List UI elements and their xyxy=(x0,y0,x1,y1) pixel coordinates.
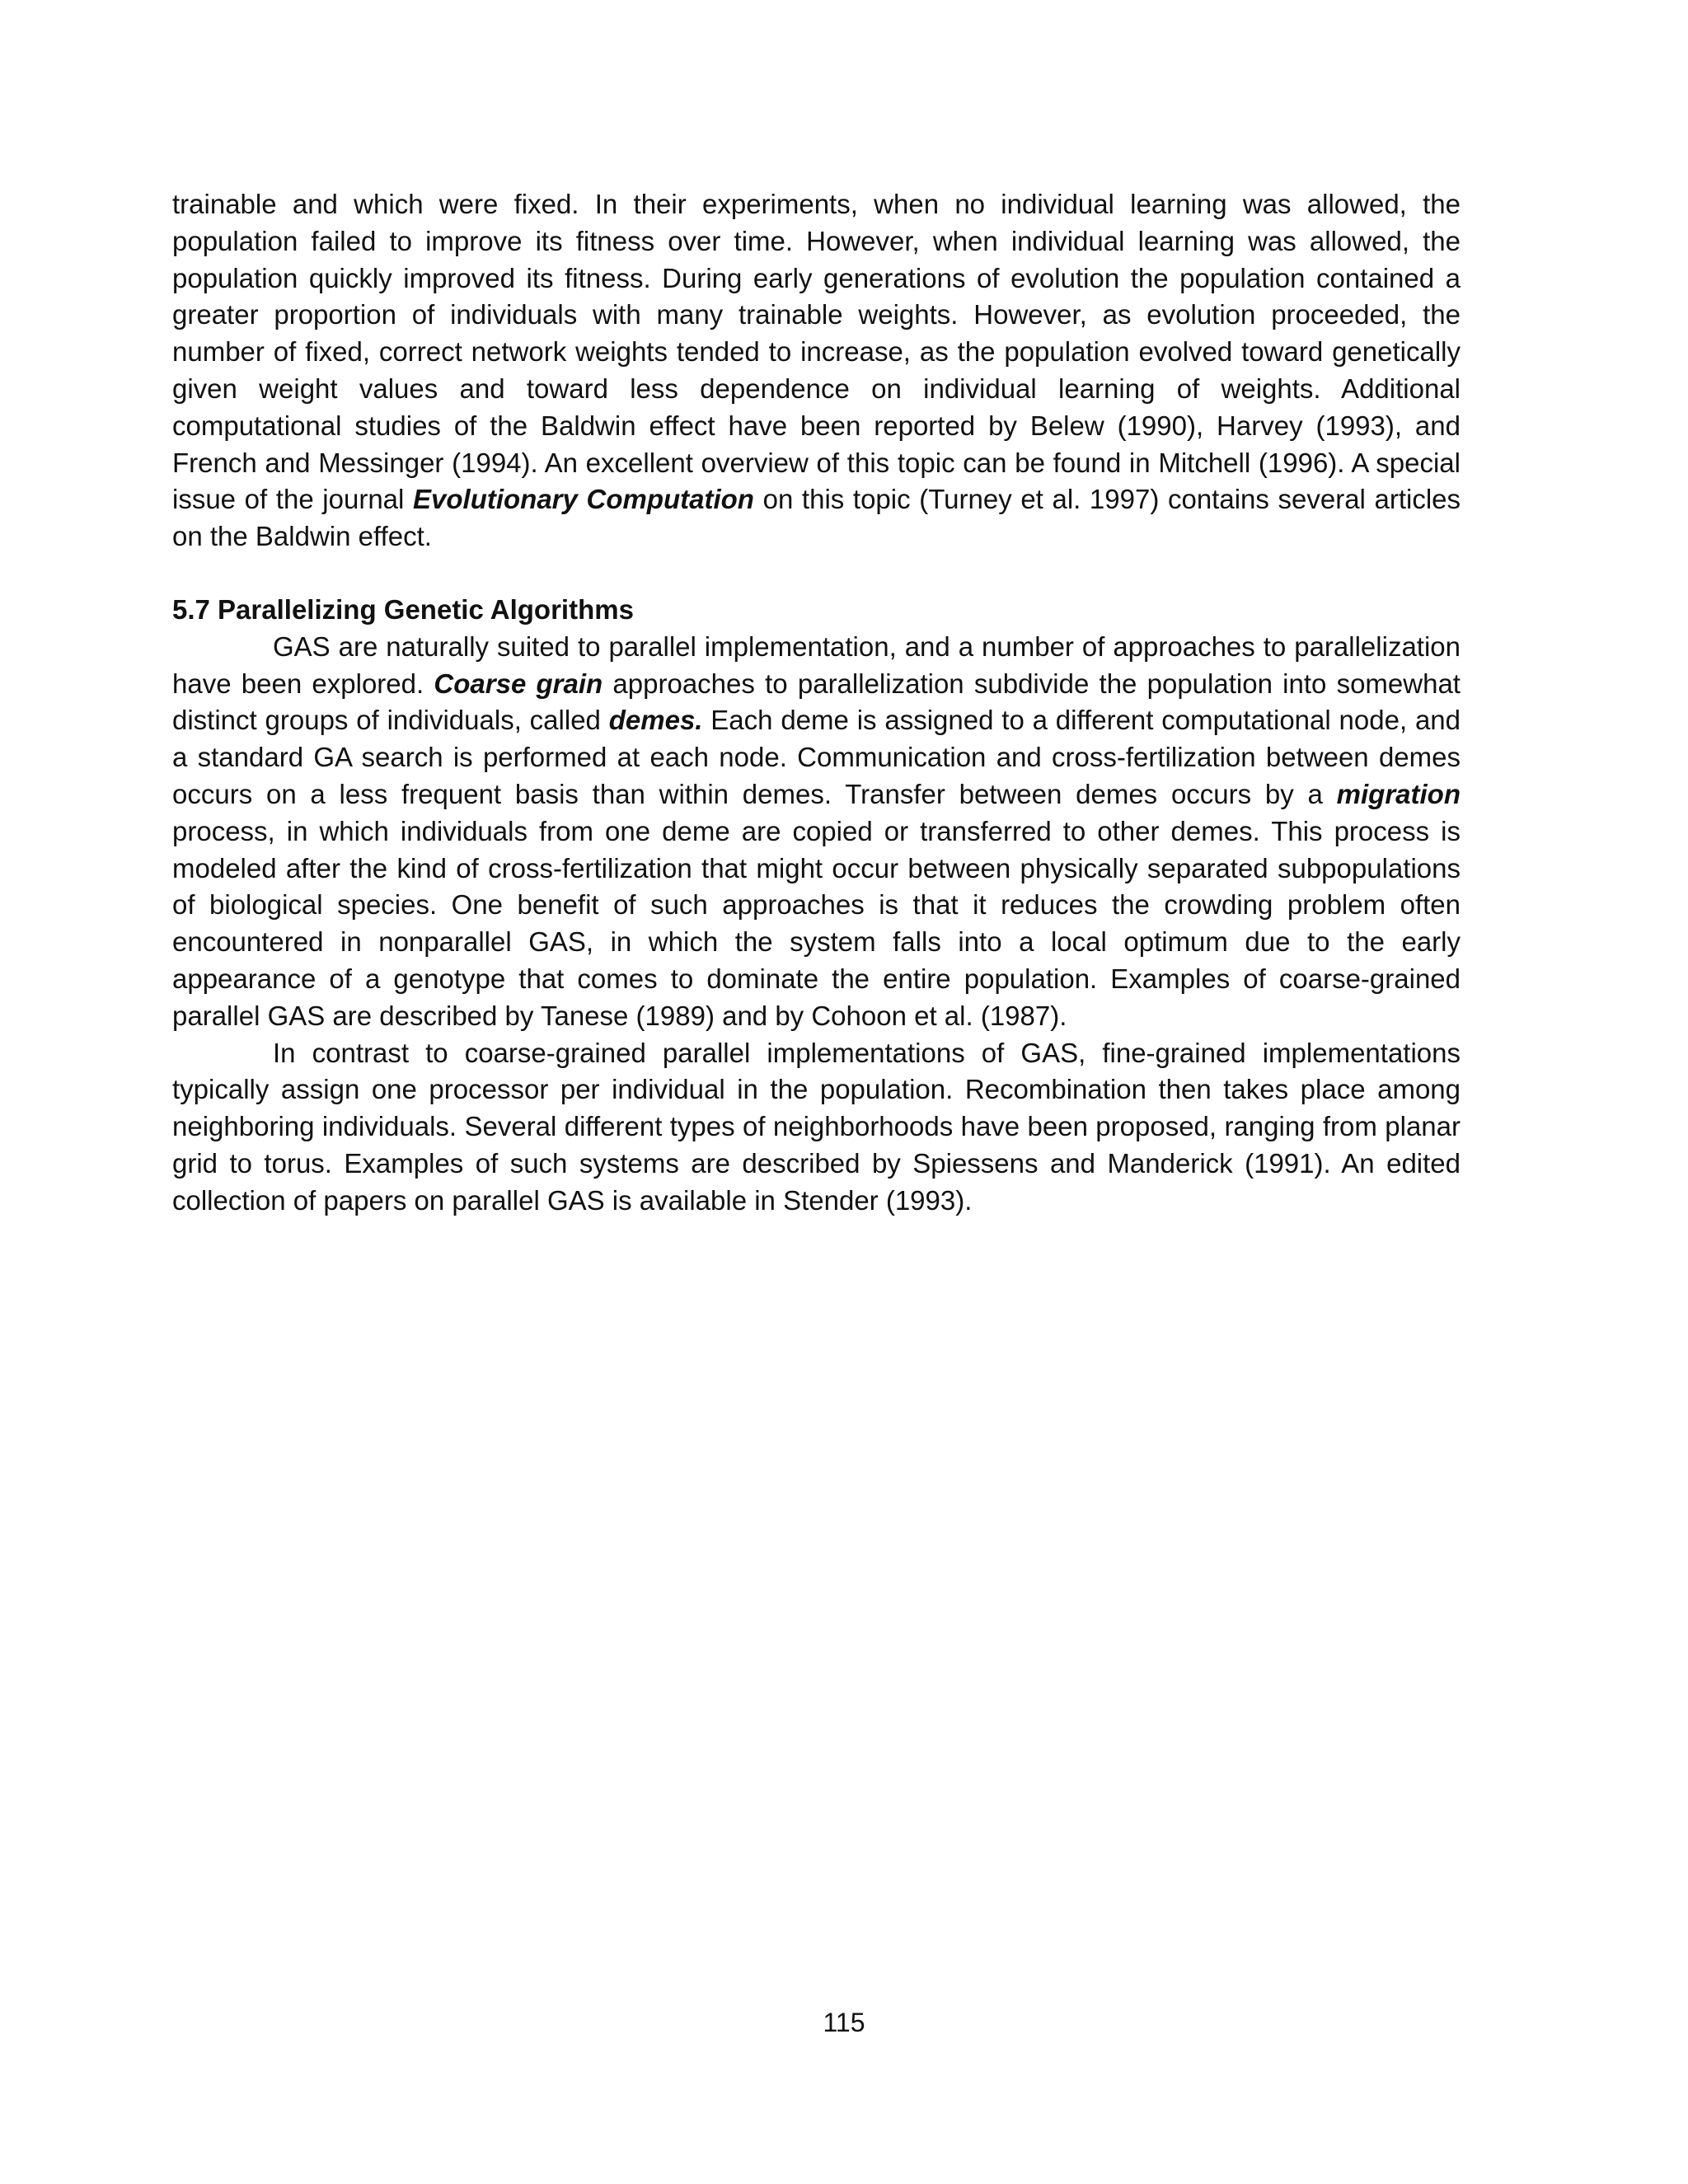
paragraph-text: trainable and which were fixed. In their experiments, when no individual learning was allowed, the population failed to improve its fitness over time. However, when individual learning was allowed, the population quickly improved its fitness. During early generations of evolution the population contained a greater proportion of individuals with many trainable weights. However, as evolution proceeded, the number of fixed, correct network weights tended to increase, as the population evolved toward genetically given weight values and toward less dependence on individual learning of weights. Additional computational studies of the Baldwin effect have been reported by Belew (1990), Harvey (1993), and French and Messinger (1994). An excellent overview of this topic can be found in Mitchell (1996). A special issue of the journal xyxy=(172,189,1461,515)
paragraph-text: Each deme is assigned to a different computational node, and a standard GA search is performed at each node. Communication and cross-fertilization between demes occurs on a less frequent basis than within demes. Transfer between demes occurs by a xyxy=(172,705,1461,809)
page-body xyxy=(172,186,1461,1220)
paragraph-text: process, in which individuals from one deme are copied or transferred to other demes. This process is modeled after the kind of cross-fertilization that might occur between physically separated subpopulations of biological species. One benefit of such approaches is that it reduces the crowding problem often encountered in nonparallel GAS, in which the system falls into a local optimum due to the early appearance of a genotype that comes to dominate the entire population. Examples of coarse-grained parallel GAS are described by Tanese (1989) and by Cohoon et al. (1987). xyxy=(172,815,1461,1031)
paragraph-coarse-grain xyxy=(172,629,1461,1035)
paragraph-fine-grained: In contrast to coarse-grained parallel implementations of GAS, fine-grained implementations typically assign one processor per individual in the population. Recombination then takes place among neighboring individuals. Several different types of neighborhoods have been proposed, ranging from planar grid to torus. Examples of such systems are described by Spiessens and Manderick (1991). An edited collection of papers on parallel GAS is available in Stender (1993). xyxy=(172,1037,1461,1216)
section-heading: 5.7 Parallelizing Genetic Algorithms xyxy=(172,593,634,625)
journal-title: Evolutionary Computation xyxy=(413,484,754,515)
paragraph-text: on this topic (Turney et al. 1997) contains several articles on the Baldwin effect. xyxy=(172,484,1461,552)
term-demes: demes. xyxy=(608,705,703,736)
paragraph-text: approaches to parallelization subdivide the population into somewhat distinct groups of individuals, called xyxy=(172,668,1461,736)
paragraph-baldwin-effect xyxy=(172,186,1461,555)
page-number: 115 xyxy=(823,2008,865,2037)
paragraph-text: GAS are naturally suited to parallel implementation, and a number of approaches to parallelization have been explored. xyxy=(172,630,1461,699)
term-coarse-grain: Coarse grain xyxy=(434,668,603,699)
term-migration: migration xyxy=(1336,778,1461,809)
